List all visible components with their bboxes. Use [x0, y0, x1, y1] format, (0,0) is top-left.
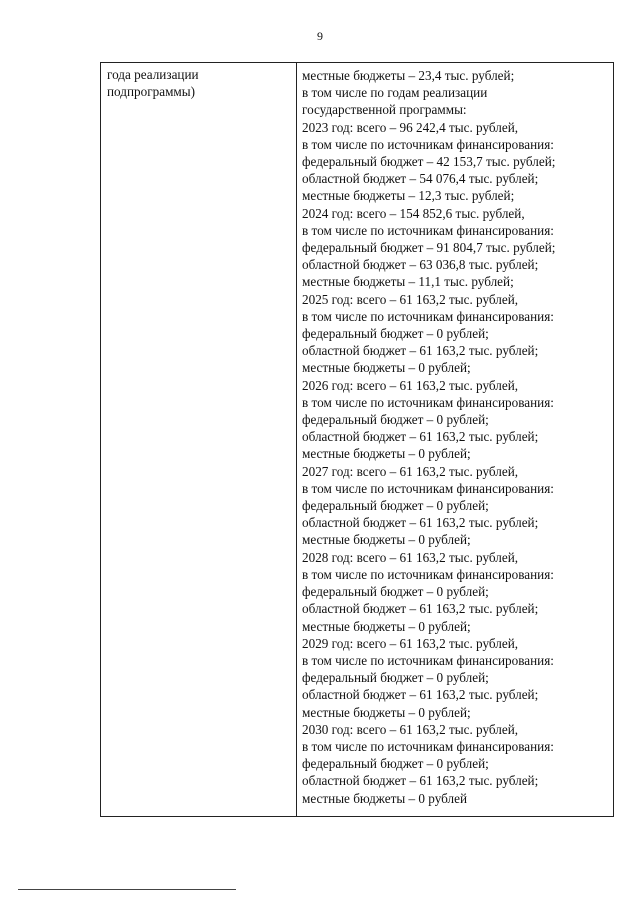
right-cell-line: в том числе по годам реализации [302, 85, 488, 101]
right-cell-line: 2027 год: всего – 61 163,2 тыс. рублей, [302, 463, 519, 479]
right-cell-line: местные бюджеты – 0 рублей; [302, 446, 471, 462]
right-cell-line: федеральный бюджет – 91 804,7 тыс. рублей; [302, 240, 556, 256]
right-cell-line: 2030 год: всего – 61 163,2 тыс. рублей, [302, 721, 519, 737]
right-cell-line: местные бюджеты – 23,4 тыс. рублей; [302, 68, 515, 83]
right-cell-line: в том числе по источникам финансирования: [302, 136, 554, 152]
right-cell-line: областной бюджет – 54 076,4 тыс. рублей; [302, 171, 539, 187]
right-cell-line: в том числе по источникам финансирования: [302, 480, 554, 496]
right-cell-line: федеральный бюджет – 0 рублей; [302, 670, 489, 686]
right-cell-line: областной бюджет – 61 163,2 тыс. рублей; [302, 601, 539, 617]
right-cell-line: местные бюджеты – 0 рублей; [302, 618, 471, 634]
right-cell-line: местные бюджеты – 11,1 тыс. рублей; [302, 274, 514, 290]
right-cell-line: в том числе по источникам финансирования: [302, 308, 554, 324]
right-cell-line: 2025 год: всего – 61 163,2 тыс. рублей, [302, 291, 519, 307]
right-cell-line: областной бюджет – 61 163,2 тыс. рублей; [302, 773, 539, 789]
right-cell-line: федеральный бюджет – 42 153,7 тыс. рублей; [302, 154, 556, 170]
right-cell-line: 2024 год: всего – 154 852,6 тыс. рублей, [302, 205, 525, 221]
right-cell-line: 2028 год: всего – 61 163,2 тыс. рублей, [302, 549, 519, 565]
left-cell-line: подпрограммы) [107, 83, 196, 99]
right-cell-line: местные бюджеты – 0 рублей; [302, 704, 471, 720]
right-cell-line: местные бюджеты – 12,3 тыс. рублей; [302, 188, 515, 204]
right-cell-line: областной бюджет – 61 163,2 тыс. рублей; [302, 687, 539, 703]
right-cell-line: в том числе по источникам финансирования: [302, 738, 554, 754]
right-cell-line: областной бюджет – 61 163,2 тыс. рублей; [302, 515, 539, 531]
column-divider [296, 63, 297, 816]
right-cell-line: федеральный бюджет – 0 рублей; [302, 756, 489, 772]
right-cell-line: местные бюджеты – 0 рублей; [302, 360, 471, 376]
funding-table [100, 62, 614, 817]
page-number: 9 [317, 29, 323, 43]
right-cell-line: федеральный бюджет – 0 рублей; [302, 498, 489, 514]
right-cell [302, 67, 610, 807]
right-cell-line: в том числе по источникам финансирования: [302, 394, 554, 410]
right-cell-line: федеральный бюджет – 0 рублей; [302, 326, 489, 342]
right-cell-line: областной бюджет – 61 163,2 тыс. рублей; [302, 429, 539, 445]
right-cell-line: в том числе по источникам финансирования: [302, 652, 554, 668]
right-cell-line: в том числе по источникам финансирования: [302, 566, 554, 582]
right-cell-line: в том числе по источникам финансирования: [302, 222, 554, 238]
left-cell-line: года реализации [107, 67, 199, 82]
right-cell-line: местные бюджеты – 0 рублей; [302, 532, 471, 548]
right-cell-line: 2026 год: всего – 61 163,2 тыс. рублей, [302, 377, 519, 393]
right-cell-line: областной бюджет – 63 036,8 тыс. рублей; [302, 257, 539, 273]
right-cell-line: федеральный бюджет – 0 рублей; [302, 412, 489, 428]
right-cell-line: 2023 год: всего – 96 242,4 тыс. рублей, [302, 119, 519, 135]
right-cell-line: областной бюджет – 61 163,2 тыс. рублей; [302, 343, 539, 359]
right-cell-line: федеральный бюджет – 0 рублей; [302, 584, 489, 600]
right-cell-line: местные бюджеты – 0 рублей [302, 790, 468, 806]
footer-rule [18, 889, 236, 890]
right-cell-line: государственной программы: [302, 102, 467, 118]
left-cell [107, 67, 292, 101]
right-cell-line: 2029 год: всего – 61 163,2 тыс. рублей, [302, 635, 519, 651]
